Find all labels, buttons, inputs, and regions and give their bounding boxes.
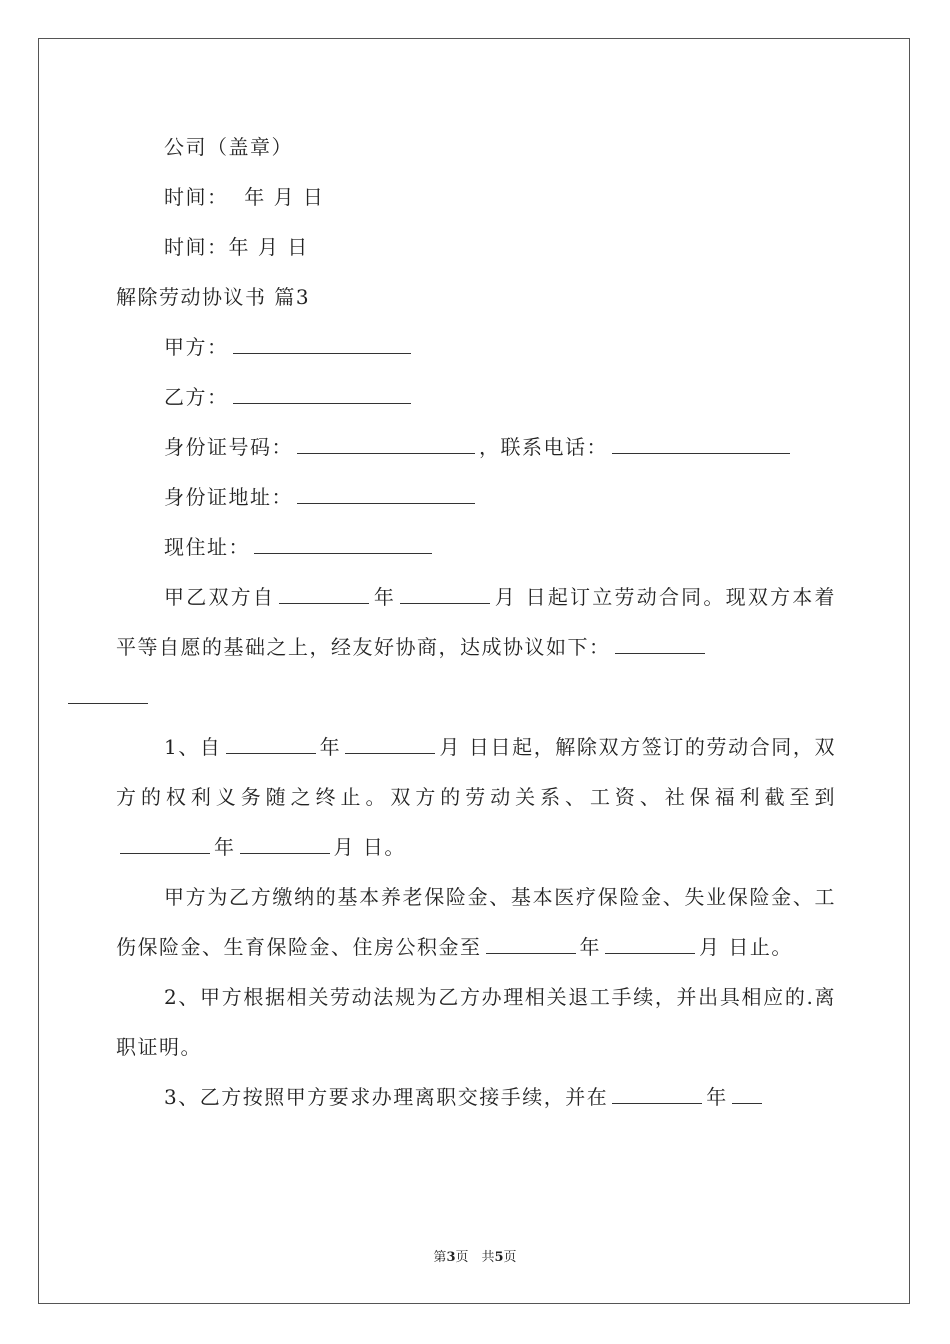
month-blank[interactable] bbox=[732, 1102, 762, 1104]
id-address-line: 身份证地址： bbox=[116, 472, 836, 522]
current-address-blank[interactable] bbox=[254, 552, 432, 554]
item-3: 3、乙方按照甲方要求办理离职交接手续，并在 年 bbox=[116, 1072, 836, 1122]
document-body bbox=[116, 122, 836, 1122]
party-a-blank[interactable] bbox=[233, 352, 411, 354]
party-b-line: 乙方： bbox=[116, 372, 836, 422]
current-address-line: 现住址： bbox=[116, 522, 836, 572]
paragraph-contract-start: 甲乙双方自 年 月 日起订立劳动合同。现双方本着平等自愿的基础之上，经友好协商，达成协议如下： bbox=[116, 572, 836, 722]
total-page-number: 5 bbox=[494, 1250, 504, 1265]
item-2: 2、甲方根据相关劳动法规为乙方办理相关退工手续，并出具相应的.离职证明。 bbox=[116, 985, 836, 1059]
section-title: 解除劳动协议书 篇3 bbox=[116, 285, 311, 309]
month-blank[interactable] bbox=[345, 752, 435, 754]
year-blank[interactable] bbox=[120, 852, 210, 854]
paragraph-insurance: 甲方为乙方缴纳的基本养老保险金、基本医疗保险金、失业保险金、工伤保险金、生育保险金、住房公积金至 年 月 日止。 bbox=[116, 885, 836, 959]
time-line-1: 时间： 年 月 日 bbox=[164, 185, 325, 209]
phone-blank[interactable] bbox=[612, 452, 790, 454]
id-phone-line: 身份证号码： ，联系电话： bbox=[116, 422, 836, 472]
party-a-line: 甲方： bbox=[116, 322, 836, 372]
time-line-2: 时间：年 月 日 bbox=[164, 235, 309, 259]
company-seal-line: 公司（盖章） bbox=[164, 135, 293, 159]
id-address-blank[interactable] bbox=[297, 502, 475, 504]
current-page-number: 3 bbox=[446, 1250, 456, 1265]
month-blank[interactable] bbox=[605, 952, 695, 954]
year-blank[interactable] bbox=[226, 752, 316, 754]
year-blank[interactable] bbox=[612, 1102, 702, 1104]
month-blank[interactable] bbox=[400, 602, 490, 604]
agreement-blank-cont[interactable] bbox=[68, 702, 148, 704]
item-1: 1、自 年 月 日日起，解除双方签订的劳动合同，双方的权利义务随之终止。双方的劳动关系、工资、社保福利截至到年 月 日。 bbox=[116, 735, 836, 859]
year-blank[interactable] bbox=[486, 952, 576, 954]
id-number-blank[interactable] bbox=[297, 452, 475, 454]
page-footer: 第3页 共5页 bbox=[433, 1250, 517, 1265]
party-b-blank[interactable] bbox=[233, 402, 411, 404]
month-blank[interactable] bbox=[240, 852, 330, 854]
agreement-blank[interactable] bbox=[615, 652, 705, 654]
year-blank[interactable] bbox=[279, 602, 369, 604]
